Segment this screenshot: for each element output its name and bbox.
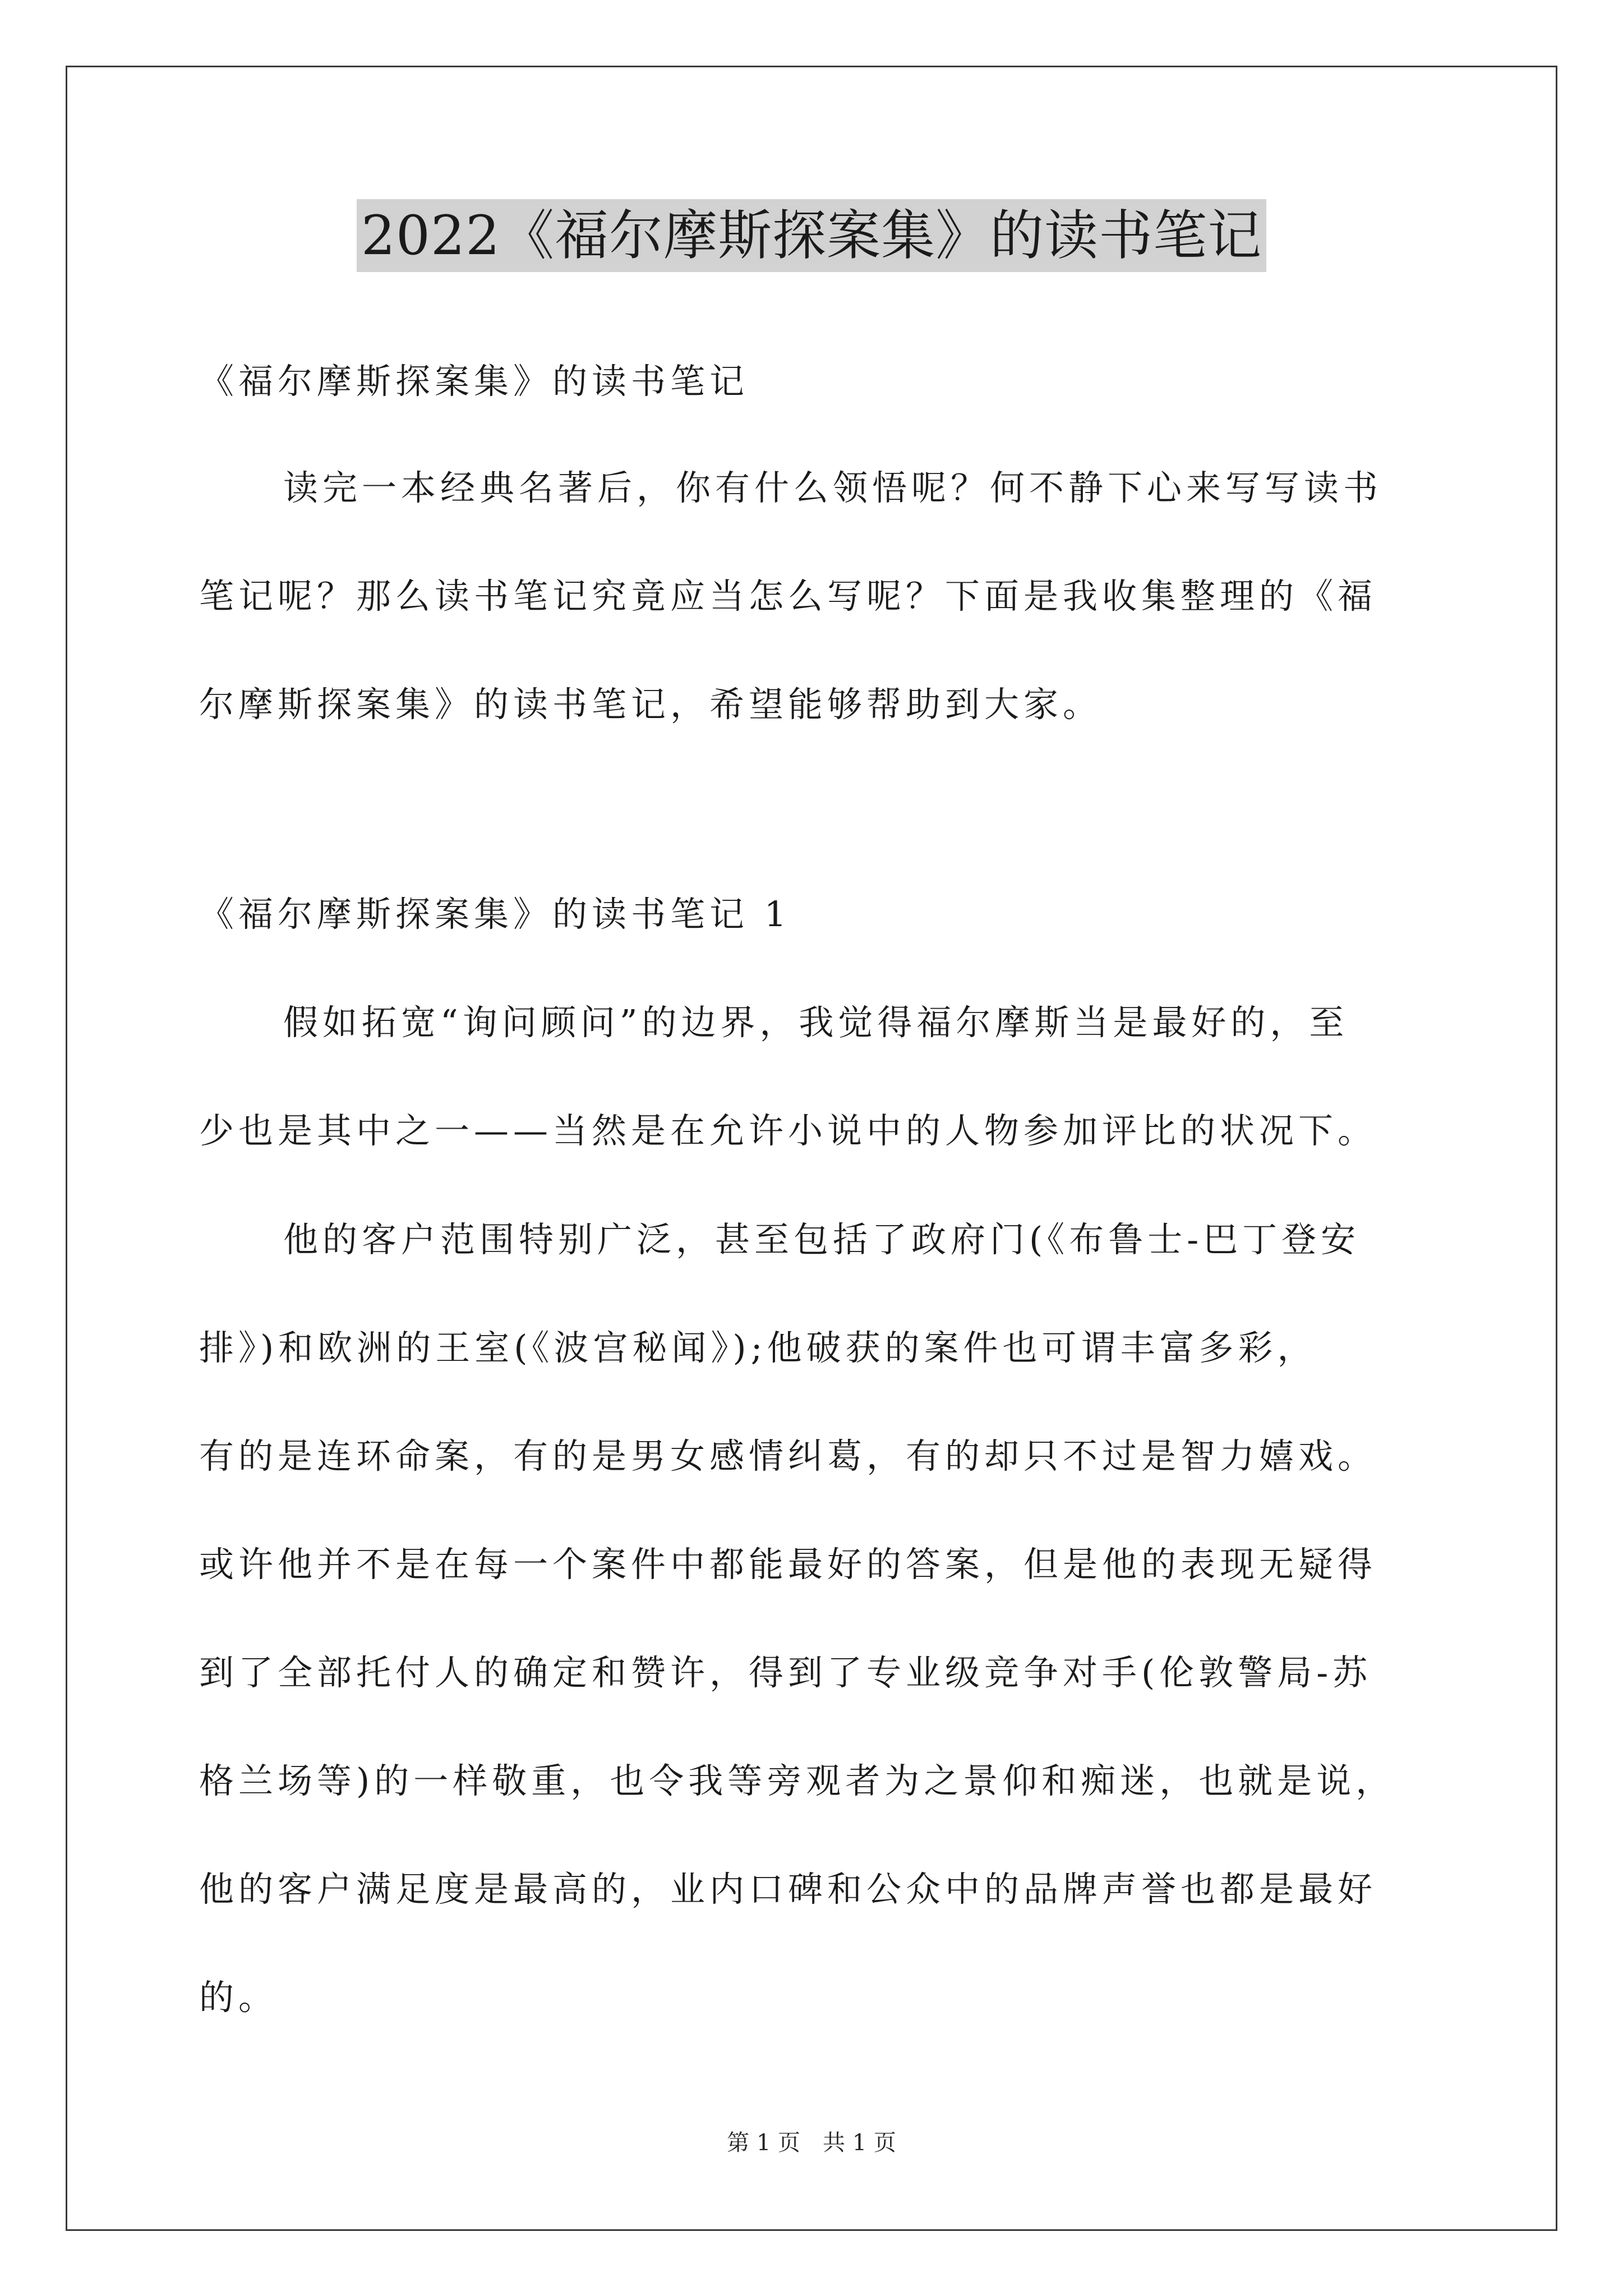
intro-line: 读完一本经典名著后，你有什么领悟呢？何不静下心来写写读书	[283, 467, 1383, 508]
paragraph-line: 到了全部托付人的确定和赞许，得到了专业级竞争对手(伦敦警局-苏	[199, 1652, 1372, 1693]
paragraph-line: 他的客户范围特别广泛，甚至包括了政府门(《布鲁士-巴丁登安	[283, 1219, 1361, 1260]
page-footer: 第 1 页 共 1 页	[727, 2130, 896, 2156]
paragraph-line: 假如拓宽“询问顾问”的边界，我觉得福尔摩斯当是最好的，至	[283, 1002, 1349, 1043]
intro-line: 尔摩斯探案集》的读书笔记，希望能够帮助到大家。	[199, 684, 1103, 725]
paragraph-line: 他的客户满足度是最高的，业内口碑和公众中的品牌声誉也都是最好	[199, 1869, 1377, 1910]
section-heading: 《福尔摩斯探案集》的读书笔记 1	[199, 894, 791, 935]
document-title: 2022《福尔摩斯探案集》的读书笔记	[357, 199, 1266, 272]
paragraph-line: 的。	[199, 1977, 278, 2018]
title-container	[0, 199, 1623, 272]
intro-line: 笔记呢？那么读书笔记究竟应当怎么写呢？下面是我收集整理的《福	[199, 576, 1377, 616]
document-subtitle: 《福尔摩斯探案集》的读书笔记	[199, 361, 749, 402]
paragraph-line: 排》)和欧洲的王室(《波宫秘闻》);他破获的案件也可谓丰富多彩，	[199, 1327, 1317, 1368]
paragraph-line: 或许他并不是在每一个案件中都能最好的答案，但是他的表现无疑得	[199, 1544, 1377, 1585]
paragraph-line: 少也是其中之一——当然是在允许小说中的人物参加评比的状况下。	[199, 1110, 1377, 1151]
paragraph-line: 有的是连环命案，有的是男女感情纠葛，有的却只不过是智力嬉戏。	[199, 1435, 1377, 1476]
paragraph-line: 格兰场等)的一样敬重，也令我等旁观者为之景仰和痴迷，也就是说，	[199, 1760, 1395, 1801]
